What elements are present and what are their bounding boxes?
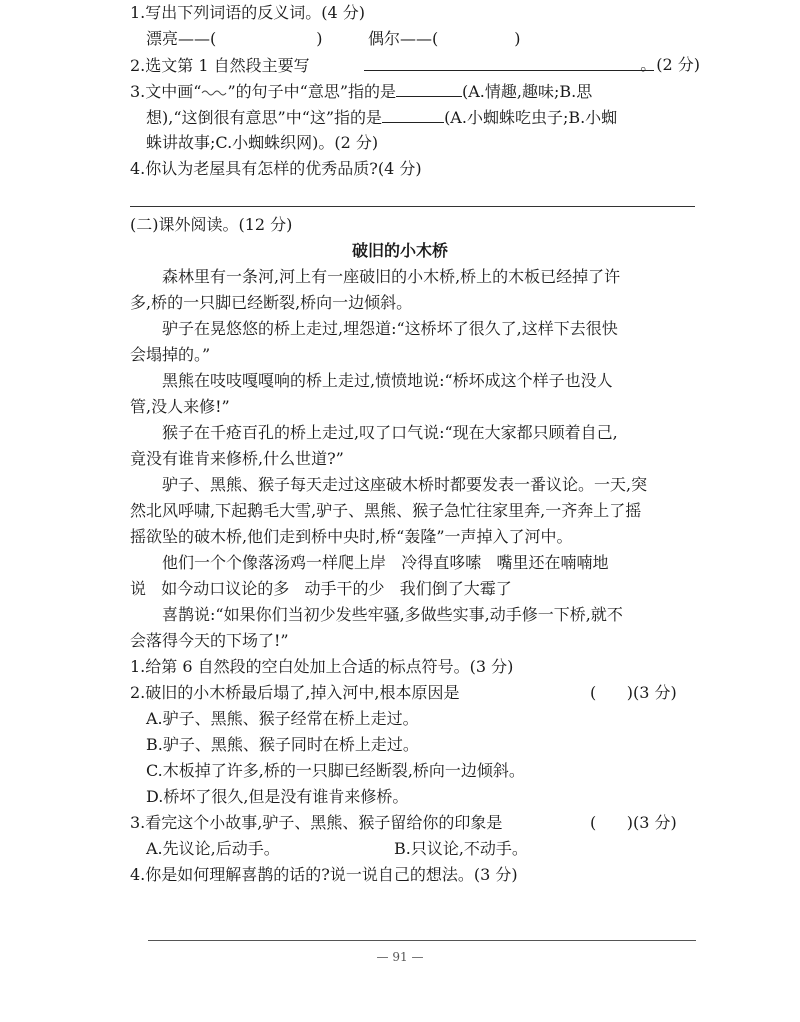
question-3-line-2 [146,106,617,129]
reading-question-4: 4.你是如何理解喜鹊的话的?说一说自己的想法。(3 分) [130,865,518,884]
paragraph-6-line-1: 他们一个个像落汤鸡一样爬上岸 冷得直哆嗦 嘴里还在喃喃地 [162,553,609,572]
question-3-blank-1[interactable] [396,80,462,97]
reading-question-2-answer[interactable]: ( )(3 分) [590,683,677,702]
page-number: — 91 — [376,950,424,964]
section-heading: (二)课外阅读。(12 分) [130,215,293,234]
question-3-text-c: (A.情趣,趣味;B.思 [462,82,593,101]
paragraph-5-line-1: 驴子、黑熊、猴子每天走过这座破木桥时都要发表一番议论。一天,突 [162,475,648,494]
question-2-score: 。(2 分) [640,55,700,74]
paragraph-5-line-3: 摇欲坠的破木桥,他们走到桥中央时,桥“轰隆”一声掉入了河中。 [130,527,573,546]
paragraph-7-line-2: 会落得今天的下场了!” [130,631,289,650]
answer-line[interactable] [130,206,695,207]
reading-question-3: 3.看完这个小故事,驴子、黑熊、猴子留给你的印象是 [130,813,503,832]
antonym-item-2-label: 偶尔——( [368,29,439,48]
paragraph-4-line-2: 竟没有谁肯来修桥,什么世道?” [130,449,344,468]
q3-option-a: A.先议论,后动手。 [146,839,280,858]
footer-rule [148,940,696,941]
question-3-text-b: ”的句子中“意思”指的是 [227,82,396,101]
reading-question-2: 2.破旧的小木桥最后塌了,掉入河中,根本原因是 [130,683,460,702]
antonym-item-2 [368,28,521,50]
q3-option-b: B.只议论,不动手。 [394,839,528,858]
q2-option-c: C.木板掉了许多,桥的一只脚已经断裂,桥向一边倾斜。 [146,761,525,780]
question-3-text-e: (A.小蜘蛛吃虫子;B.小蜘 [444,108,618,127]
question-4: 4.你认为老屋具有怎样的优秀品质?(4 分) [130,159,422,178]
antonym-item-2-close: ) [514,29,521,48]
wavy-underline-icon [201,89,227,97]
paragraph-4-line-1: 猴子在千疮百孔的桥上走过,叹了口气说:“现在大家都只顾着自己, [162,423,618,442]
reading-question-1: 1.给第 6 自然段的空白处加上合适的标点符号。(3 分) [130,657,514,676]
paragraph-6-line-2: 说 如今动口议论的多 动手干的少 我们倒了大霉了 [130,579,512,598]
question-3-line-3: 蛛讲故事;C.小蜘蛛织网)。(2 分) [146,133,379,152]
reading-question-3-answer[interactable]: ( )(3 分) [590,813,677,832]
paragraph-1-line-2: 多,桥的一只脚已经断裂,桥向一边倾斜。 [130,293,413,312]
paragraph-1-line-1: 森林里有一条河,河上有一座破旧的小木桥,桥上的木板已经掉了许 [162,267,621,286]
antonym-item-1 [146,28,323,50]
antonym-item-1-close: ) [316,29,323,48]
paragraph-2-line-1: 驴子在晃悠悠的桥上走过,埋怨道:“这桥坏了很久了,这样下去很快 [162,319,618,338]
question-3-text-d: 想),“这倒很有意思”中“这”指的是 [146,108,383,127]
paragraph-5-line-2: 然北风呼啸,下起鹅毛大雪,驴子、黑熊、猴子急忙往家里奔,一齐奔上了摇 [130,501,642,520]
paragraph-7-line-1: 喜鹊说:“如果你们当初少发些牢骚,多做些实事,动手修一下桥,就不 [162,605,623,624]
question-1: 1.写出下列词语的反义词。(4 分) [130,3,366,22]
paragraph-3-line-1: 黑熊在吱吱嘎嘎响的桥上走过,愤愤地说:“桥坏成这个样子也没人 [162,371,613,390]
question-2 [130,54,700,77]
paragraph-2-line-2: 会塌掉的。” [130,345,211,364]
q2-option-b: B.驴子、黑熊、猴子同时在桥上走过。 [146,735,419,754]
question-3-blank-2[interactable] [382,106,444,123]
question-3-line-1 [130,80,592,103]
question-3-text-a: 3.文中画“ [130,82,202,101]
q2-option-a: A.驴子、黑熊、猴子经常在桥上走过。 [146,709,419,728]
paragraph-3-line-2: 管,没人来修!” [130,397,230,416]
passage-title: 破旧的小木桥 [351,241,448,260]
question-2-blank[interactable] [364,54,654,71]
q2-option-d: D.桥坏了很久,但是没有谁肯来修桥。 [146,787,409,806]
question-2-text: 2.选文第 1 自然段主要写 [130,56,310,75]
antonym-item-1-label: 漂亮——( [146,29,217,48]
